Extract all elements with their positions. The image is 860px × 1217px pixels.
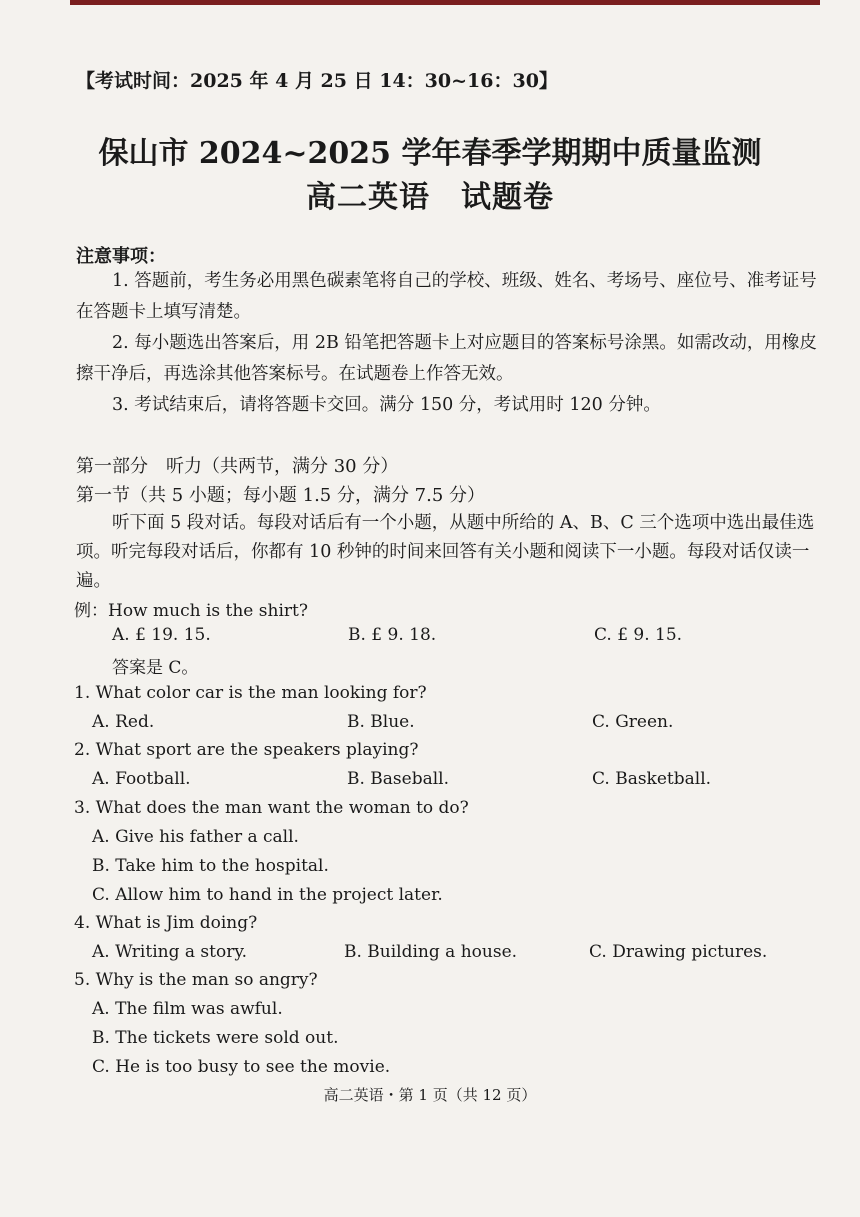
example-question: 例：How much is the shirt?	[74, 601, 308, 621]
q1-option-b: B. Blue.	[347, 712, 415, 732]
q4-option-b: B. Building a house.	[344, 942, 518, 962]
notice-item-1: 1. 答题前，考生务必用黑色碳素笔将自己的学校、班级、姓名、考场号、座位号、准考证号在答题卡上填写清楚。	[76, 271, 817, 322]
q5-option-a: A. The film was awful.	[92, 999, 283, 1019]
q5-option-b: B. The tickets were sold out.	[92, 1028, 339, 1048]
example-option-c: C. £ 9. 15.	[594, 625, 683, 645]
notice-item-2: 2. 每小题选出答案后，用 2B 铅笔把答题卡上对应题目的答案标号涂黑。如需改动，用橡皮擦干净后，再选涂其他答案标号。在试题卷上作答无效。	[76, 333, 817, 384]
q2-option-b: B. Baseball.	[347, 769, 450, 789]
exam-time: 【考试时间：2025 年 4 月 25 日 14：30~16：30】	[76, 70, 558, 92]
listening-instructions: 听下面 5 段对话。每段对话后有一个小题，从题中所给的 A、B、C 三个选项中选出最佳选项。听完每段对话后，你都有 10 秒钟的时间来回答有关小题和阅读下一小题。每段对话仅读一遍。	[76, 513, 815, 591]
q1-option-a: A. Red.	[92, 712, 155, 732]
notice-item-3: 3. 考试结束后，请将答题卡交回。满分 150 分，考试用时 120 分钟。	[112, 395, 661, 415]
q4-option-a: A. Writing a story.	[92, 942, 248, 962]
q4-option-c: C. Drawing pictures.	[589, 942, 768, 962]
section1-heading: 第一节（共 5 小题；每小题 1.5 分，满分 7.5 分）	[76, 485, 486, 506]
page-footer: 高二英语・第 1 页（共 12 页）	[323, 1086, 537, 1104]
q2-option-a: A. Football.	[92, 769, 191, 789]
q3-option-b: B. Take him to the hospital.	[92, 856, 329, 876]
q5-option-c: C. He is too busy to see the movie.	[92, 1057, 391, 1077]
notice-heading: 注意事项：	[76, 246, 166, 267]
question-1: 1. What color car is the man looking for?	[74, 683, 427, 703]
example-option-b: B. £ 9. 18.	[348, 625, 437, 645]
example-option-a: A. £ 19. 15.	[112, 625, 211, 645]
question-5: 5. Why is the man so angry?	[74, 970, 318, 990]
question-4: 4. What is Jim doing?	[74, 913, 258, 933]
q3-option-c: C. Allow him to hand in the project later.	[92, 885, 443, 905]
exam-title: 保山市 2024~2025 学年春季学期期中质量监测	[98, 136, 762, 171]
exam-subtitle: 高二英语 试题卷	[306, 180, 554, 215]
q2-option-c: C. Basketball.	[592, 769, 712, 789]
question-2: 2. What sport are the speakers playing?	[74, 740, 419, 760]
q3-option-a: A. Give his father a call.	[92, 827, 299, 847]
question-3: 3. What does the man want the woman to do?	[74, 798, 469, 818]
top-border-rule	[70, 0, 820, 5]
example-answer: 答案是 C。	[112, 658, 199, 678]
part1-heading: 第一部分 听力（共两节，满分 30 分）	[76, 456, 399, 477]
q1-option-c: C. Green.	[592, 712, 674, 732]
